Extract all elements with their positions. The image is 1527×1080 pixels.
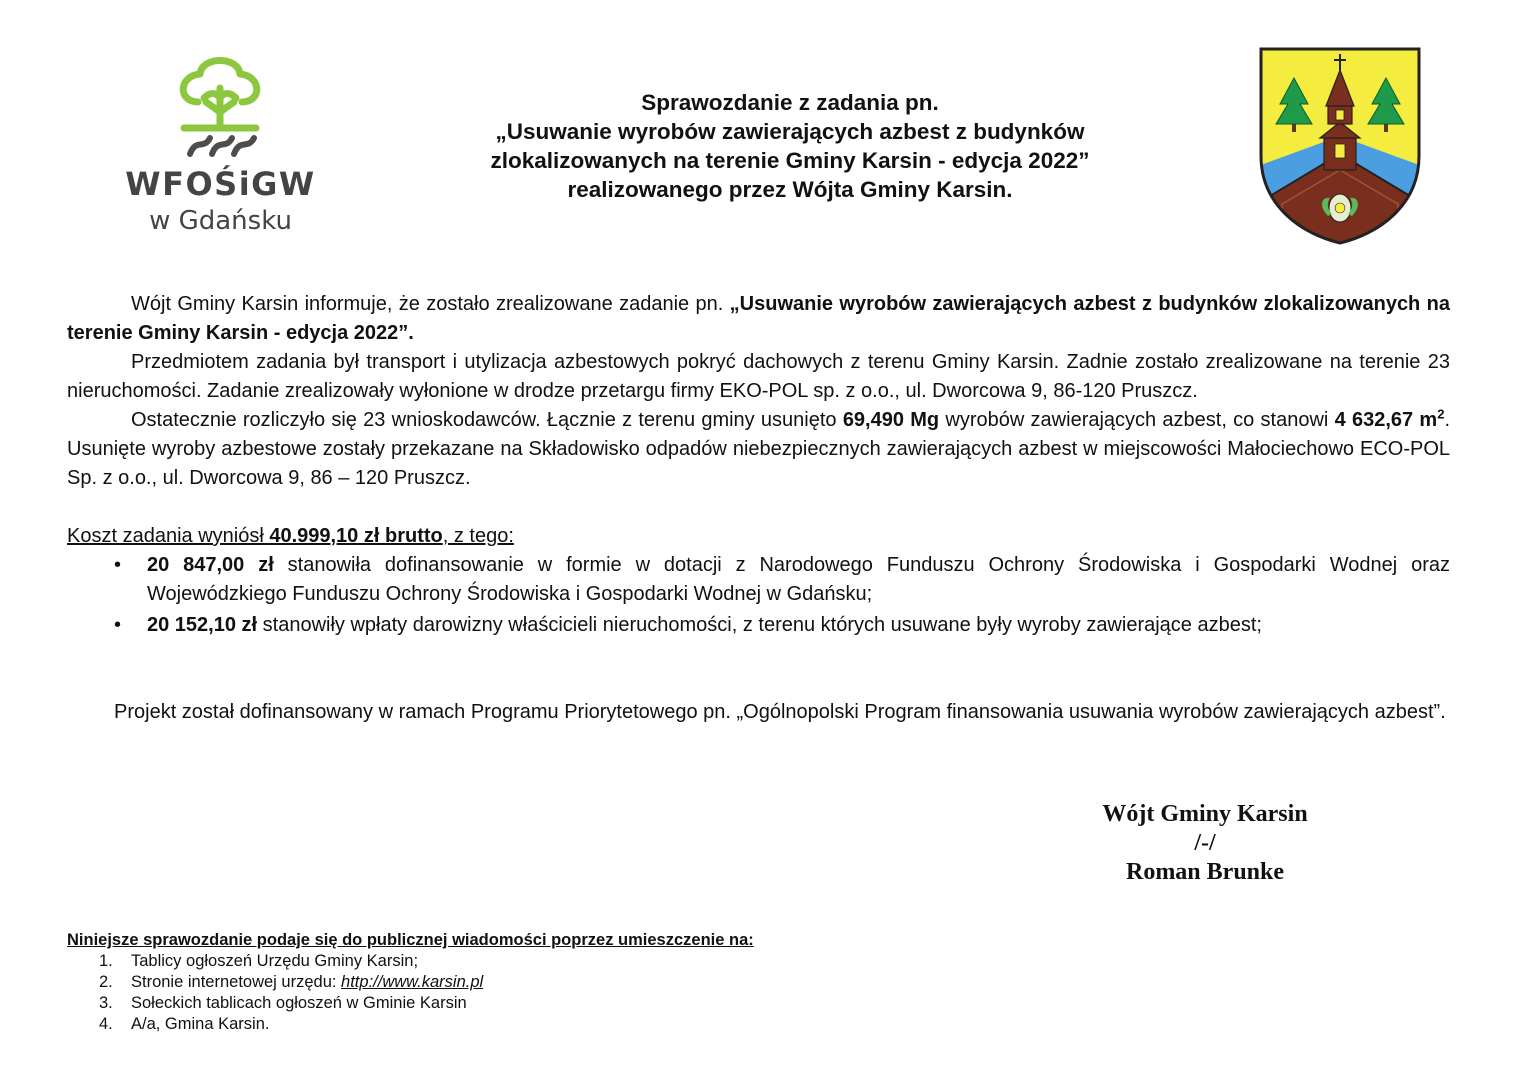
notice-heading: Niniejsze sprawozdanie podaje się do publicznej wiadomości poprzez umieszczenie na: (67, 931, 754, 949)
paragraph-settlement (67, 406, 1450, 493)
funding-text: stanowiła dofinansowanie w formie w dotacji z Narodowego Funduszu Ochrony Środowiska i Gospodarki Wodnej oraz Wojewódzkiego Funduszu Ochrony Środowiska i Gospodarki Wodnej w Gdańsku; (147, 554, 1450, 605)
cost-suffix: , z tego: (442, 525, 514, 547)
list-item (67, 611, 1450, 640)
bullet-icon: • (114, 554, 122, 576)
title-line-4: realizowanego przez Wójta Gminy Karsin. (567, 177, 1013, 202)
cost-breakdown-list (67, 551, 1450, 640)
karsin-coat-of-arms-icon (1258, 46, 1422, 246)
item-text: Sołeckich tablicach ogłoszeń w Gminie Karsin (131, 994, 467, 1012)
tree-icon (118, 52, 323, 164)
title-line-2: „Usuwanie wyrobów zawierających azbest z budynków (495, 119, 1085, 144)
item-text: Stronie internetowej urzędu: (131, 973, 342, 991)
item-number: 2. (99, 973, 113, 991)
publication-list (67, 951, 754, 1035)
removed-area-value: 4 632,67 m (1334, 409, 1438, 431)
cost-prefix: Koszt zadania wyniósł (67, 525, 270, 547)
list-item (67, 972, 754, 993)
item-number: 4. (99, 1015, 113, 1033)
signature-block (1080, 800, 1330, 887)
paragraph-subject: Przedmiotem zadania był transport i utylizacja azbestowych pokryć dachowych z terenu Gminy Karsin. Zadnie zostało zrealizowane na terenie 23 nieruchomości. Zadanie zrealizowały wyłonione w drodze przetargu firmy EKO-POL sp. z o.o., ul. Dworcowa 9, 86-120 Pruszcz. (67, 351, 1450, 402)
settlement-text-3: . Usunięte wyroby azbestowe zostały przekazane na Składowisko odpadów niebezpiecznych zawierających azbest w miejscowości Małociechowo ECO-POL Sp. z o.o., ul. Dworcowa 9, 86 – 120 Pruszcz. (67, 409, 1450, 489)
title-line-1: Sprawozdanie z zadania pn. (641, 90, 939, 115)
intro-text: Wójt Gminy Karsin informuje, że zostało zrealizowane zadanie pn. (131, 293, 730, 315)
task-name: „Usuwanie wyrobów zawierających azbest z budynków zlokalizowanych na terenie Gminy Karsin - edycja 2022”. (67, 293, 1450, 344)
donation-text: stanowiły wpłaty darowizny właścicieli nieruchomości, z terenu których usuwane były wyroby zawierające azbest; (257, 614, 1262, 636)
title-line-3: zlokalizowanych na terenie Gminy Karsin - edycja 2022” (490, 148, 1090, 173)
item-text: Tablicy ogłoszeń Urzędu Gminy Karsin; (131, 952, 419, 970)
list-item (67, 551, 1450, 609)
logo-abbreviation: WFOŚiGW (125, 165, 316, 203)
settlement-text-1: Ostatecznie rozliczyło się 23 wnioskodawców. Łącznie z terenu gminy usunięto (131, 409, 843, 431)
area-unit-exponent: 2 (1437, 406, 1445, 422)
website-link[interactable]: http://www.karsin.pl (341, 973, 484, 991)
item-number: 3. (99, 994, 113, 1012)
donation-amount: 20 152,10 zł (147, 614, 258, 636)
list-item (67, 951, 754, 972)
removed-mass: 69,490 Mg (842, 409, 940, 431)
list-item (67, 1014, 754, 1035)
funding-amount: 20 847,00 zł (147, 554, 274, 576)
publication-notice (67, 930, 754, 1035)
item-text: A/a, Gmina Karsin. (131, 1015, 270, 1033)
paragraph-project: Projekt został dofinansowany w ramach Programu Priorytetowego pn. „Ogólnopolski Program finansowania usuwania wyrobów zawierających azbest”. (114, 701, 1446, 723)
cost-amount: 40.999,10 zł brutto (269, 525, 443, 547)
signature-title: Wójt Gminy Karsin (1102, 801, 1308, 827)
cost-summary (67, 522, 514, 551)
bullet-icon: • (114, 614, 122, 636)
logo-city: w Gdańsku (149, 206, 292, 236)
signature-name: Roman Brunke (1125, 859, 1285, 885)
settlement-text-2: wyrobów zawierających azbest, co stanowi (939, 409, 1335, 431)
document-title (380, 88, 1200, 204)
wfosigw-logo (118, 52, 323, 242)
removed-area (1334, 406, 1445, 431)
list-item (67, 993, 754, 1014)
signature-mark: /-/ (1194, 830, 1216, 856)
paragraph-intro (67, 290, 1450, 348)
item-number: 1. (99, 952, 113, 970)
